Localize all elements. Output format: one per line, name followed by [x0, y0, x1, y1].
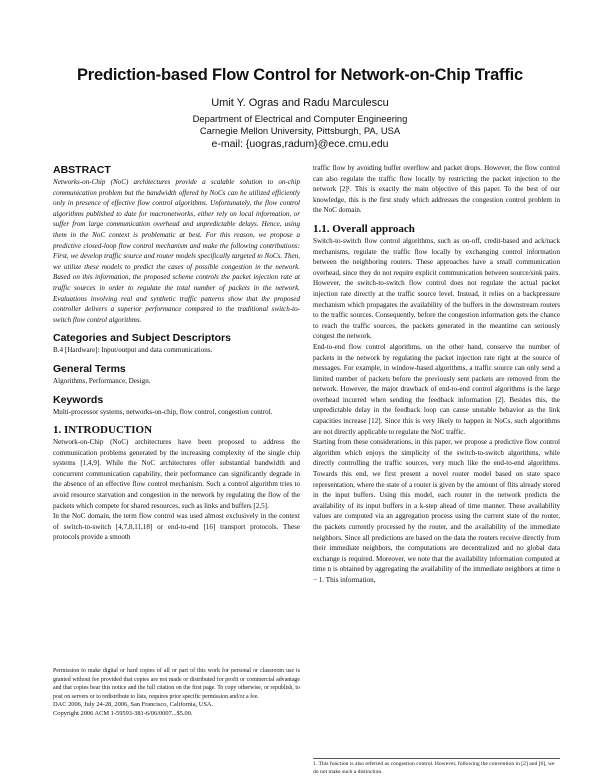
abstract-body: Networks-on-Chip (NoC) architectures provide a scalable solution to on-chip communication problem but the bandwidth offered by NoCs can be utilized efficiently only in presence of effective flow control algorithms. Unfortunately, the flow control algorithms published to date for macronetworks, either rely on local information, or suffer from large communication overhead and unpredictable delays. Hence, using them in the NoC context is problematic at best. For this reason, we propose a predictive closed-loop flow control mechanism and make the following contributions: First, we develop traffic source and router models specifically targeted to NoCs. Then, we utilize these models to predict the cases of possible congestion in the network. Based on this information, the proposed scheme controls the packet injection rate at traffic sources in order to regulate the total number of packets in the network. Evaluations involving real and synthetic traffic patterns show that the proposed controller delivers a superior performance compared to the traditional switch-to-switch flow control algorithms. — [53, 178, 300, 324]
overall-approach-heading: 1.1. Overall approach — [313, 222, 415, 235]
affiliation-university: Carnegie Mellon University, Pittsburgh, PA, USA — [199, 124, 401, 136]
continued-paragraph: traffic flow by avoiding buffer overflow and packet drops. However, the flow control can also regulate the traffic flow locally by restricting the packet injection to the network [2]¹. This is exactly the main objective of this paper. To the best of our knowledge, this is the first study which addresses the congestion control problem in the NoC domain. — [313, 164, 560, 215]
author-email: e-mail: {uogras,radum}@ece.cmu.edu — [211, 138, 389, 150]
keywords-body: Multi-processor systems, networks-on-chip, flow control, congestion control. — [53, 407, 273, 416]
footnote-text: 1. This function is also referred as congestion control. However, following the convention in [2] and [6], we do not make such a distinction. — [313, 761, 555, 775]
general-terms-heading: General Terms — [53, 362, 126, 375]
keywords-heading: Keywords — [53, 393, 104, 406]
categories-heading: Categories and Subject Descriptors — [53, 332, 231, 345]
affiliation-department: Department of Electrical and Computer Engineering — [192, 113, 408, 124]
categories-body: B.4 [Hardware]: Input/output and data communications. — [53, 346, 213, 355]
proposed-approach-paragraph: Starting from these considerations, in this paper, we propose a predictive flow control algorithm which enjoys the simplicity of the switch-to-switch algorithms, while directly controlling the traffic sources, very much like the end-to-end algorithms. Towards this end, we first present a novel router model based on state space representation, where the state of a router is given by the amount of flits already stored in the input buffers. Using this model, each router in the network predicts the availability of its input buffers in a k-step ahead of time manner. These availability values are computed via an aggregation process using the current state of the router, the packets currently processed by the router, and the availability of the immediate neighbors. Since all predictions are based on the data the routers receive directly from their immediate neighbors, the computations are decentralized and no global data exchange is required. Moreover, we note that the availability information computed at time n is obtained by aggregating the availability of the immediate neighbors at time n − 1. This information, — [313, 438, 560, 584]
copyright-line: Copyright 2006 ACM 1-59593-381-6/06/0007...$5.00. — [53, 709, 193, 717]
switch-to-switch-paragraph: Switch-to-switch flow control algorithms, such as on-off, credit-based and ack/nack mechanisms, regulate the traffic flow locally by exchanging control information between the neighboring routers. These approaches have a small communication overhead, since they do not require explicit communication between source/sink pairs. However, the switch-to-switch flow control does not regulate the actual packet injection rate directly at the traffic source level. Instead, it relies on a backpressure mechanism which propagates the availability of the buffers in the downstream routers to the traffic sources. Consequently, before the congestion information gets the chance to reach the traffic sources, the packets generated in the meantime can seriously congest the network. — [313, 236, 560, 341]
introduction-paragraph-1: Network-on-Chip (NoC) architectures have been proposed to address the communication problems generated by the increasing complexity of the single chip systems [1,4,9]. While the NoC architectures offer substantial bandwidth and concurrent communication capability, their performance can significantly degrade in the absence of an effective flow control mechanism. Such a control algorithm tries to avoid resource starvation and congestion in the network by regulating the flow of the packets which compete for shared resources, such as links and buffers [2,5]. — [53, 438, 300, 510]
introduction-heading: 1. INTRODUCTION — [53, 424, 153, 437]
permission-block — [53, 667, 300, 719]
conference-line: DAC 2006, July 24-28, 2006, San Francisco, California, USA. — [53, 701, 214, 709]
affiliation — [0, 113, 600, 136]
footnote — [313, 758, 560, 776]
abstract-heading: ABSTRACT — [53, 164, 111, 176]
permission-notice: Permission to make digital or hard copies of all or part of this work for personal or classroom use is granted without fee provided that copies are not made or distributed for profit or commercial advantage and that copies bear this notice and the full citation on the first page. To copy otherwise, or republish, to post on servers or to redistribute to lists, requires prior specific permission and/or a fee. — [53, 668, 300, 700]
left-column — [53, 163, 300, 543]
introduction-paragraph-2: In the NoC domain, the term flow control was used almost exclusively in the context of switch-to-switch [4,7,8,11,18] or end-to-end [16] transport protocols. These protocols provide a smooth — [53, 512, 300, 542]
right-column — [313, 163, 560, 586]
authors: Umit Y. Ogras and Radu Marculescu — [211, 97, 389, 109]
paper-title: Prediction-based Flow Control for Network-on-Chip Traffic — [76, 66, 524, 84]
end-to-end-paragraph: End-to-end flow control algorithms, on the other hand, conserve the number of packets in the network by regulating the packet injection rate right at the source of messages. For example, in window-based algorithms, a traffic source can only send a limited number of packets before the previously sent packets are removed from the network. However, the major drawback of end-to-end control algorithms is the large overhead incurred when sending the feedback information [2]. Besides this, the unpredictable delay in the feedback loop can cause unstable behavior as the link capacities increase [12]. Since this is very likely to happen in NoCs, such algorithms are not directly applicable to regulate the NoC traffic. — [313, 342, 560, 436]
general-terms-body: Algorithms, Performance, Design. — [53, 376, 151, 385]
